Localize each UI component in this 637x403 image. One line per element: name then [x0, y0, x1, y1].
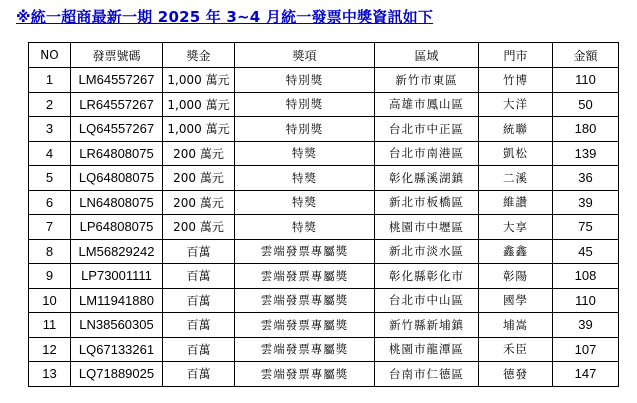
- cell-invoice-number: LM11941880: [71, 288, 163, 313]
- cell-invoice-number: LR64808075: [71, 141, 163, 166]
- table-row: [29, 166, 619, 191]
- cell-store: 維讚: [479, 190, 553, 215]
- header-area: 區域: [375, 43, 479, 68]
- cell-invoice-number: LR64557267: [71, 92, 163, 117]
- cell-prize-type: 雲端發票專屬獎: [235, 264, 375, 289]
- cell-area: 新竹縣新埔鎮: [375, 313, 479, 338]
- cell-amount: 39: [553, 313, 619, 338]
- cell-area: 台北市南港區: [375, 141, 479, 166]
- cell-store: 禾臣: [479, 337, 553, 362]
- cell-store: 彰陽: [479, 264, 553, 289]
- cell-amount: 110: [553, 288, 619, 313]
- cell-amount: 36: [553, 166, 619, 191]
- cell-area: 新竹市東區: [375, 68, 479, 93]
- cell-prize-type: 特獎: [235, 141, 375, 166]
- cell-prize-money: 200 萬元: [163, 141, 235, 166]
- table-body: [29, 68, 619, 387]
- cell-prize-type: 雲端發票專屬獎: [235, 362, 375, 387]
- cell-amount: 45: [553, 239, 619, 264]
- cell-area: 桃園市中壢區: [375, 215, 479, 240]
- cell-amount: 108: [553, 264, 619, 289]
- cell-invoice-number: LN64808075: [71, 190, 163, 215]
- cell-no: 10: [29, 288, 71, 313]
- cell-prize-money: 200 萬元: [163, 190, 235, 215]
- cell-prize-money: 1,000 萬元: [163, 117, 235, 142]
- cell-invoice-number: LM64557267: [71, 68, 163, 93]
- cell-no: 7: [29, 215, 71, 240]
- header-no: NO: [29, 43, 71, 68]
- table-row: [29, 92, 619, 117]
- cell-no: 11: [29, 313, 71, 338]
- cell-prize-type: 特別獎: [235, 68, 375, 93]
- cell-prize-type: 雲端發票專屬獎: [235, 239, 375, 264]
- cell-store: 大洋: [479, 92, 553, 117]
- cell-prize-money: 百萬: [163, 362, 235, 387]
- table-row: [29, 190, 619, 215]
- cell-invoice-number: LP73001111: [71, 264, 163, 289]
- header-invoice-number: 發票號碼: [71, 43, 163, 68]
- cell-prize-type: 特別獎: [235, 117, 375, 142]
- header-amount: 金額: [553, 43, 619, 68]
- cell-no: 2: [29, 92, 71, 117]
- cell-no: 5: [29, 166, 71, 191]
- cell-store: 國學: [479, 288, 553, 313]
- cell-invoice-number: LQ71889025: [71, 362, 163, 387]
- header-prize-type: 獎項: [235, 43, 375, 68]
- cell-prize-money: 1,000 萬元: [163, 92, 235, 117]
- cell-amount: 75: [553, 215, 619, 240]
- cell-store: 凱松: [479, 141, 553, 166]
- cell-prize-money: 200 萬元: [163, 166, 235, 191]
- cell-area: 彰化縣溪湖鎮: [375, 166, 479, 191]
- cell-prize-money: 百萬: [163, 239, 235, 264]
- cell-no: 9: [29, 264, 71, 289]
- cell-area: 新北市淡水區: [375, 239, 479, 264]
- cell-prize-money: 百萬: [163, 337, 235, 362]
- cell-prize-money: 百萬: [163, 264, 235, 289]
- cell-store: 埔嵩: [479, 313, 553, 338]
- header-prize-money: 獎金: [163, 43, 235, 68]
- cell-prize-money: 百萬: [163, 288, 235, 313]
- cell-store: 德發: [479, 362, 553, 387]
- cell-area: 桃園市龍潭區: [375, 337, 479, 362]
- table-row: [29, 313, 619, 338]
- cell-invoice-number: LM56829242: [71, 239, 163, 264]
- cell-prize-type: 雲端發票專屬獎: [235, 288, 375, 313]
- cell-store: 鑫鑫: [479, 239, 553, 264]
- cell-no: 6: [29, 190, 71, 215]
- cell-amount: 50: [553, 92, 619, 117]
- cell-amount: 110: [553, 68, 619, 93]
- cell-area: 新北市板橋區: [375, 190, 479, 215]
- cell-no: 1: [29, 68, 71, 93]
- table-row: [29, 362, 619, 387]
- cell-amount: 180: [553, 117, 619, 142]
- cell-invoice-number: LQ67133261: [71, 337, 163, 362]
- cell-prize-money: 200 萬元: [163, 215, 235, 240]
- cell-prize-money: 百萬: [163, 313, 235, 338]
- cell-no: 4: [29, 141, 71, 166]
- header-store: 門市: [479, 43, 553, 68]
- cell-invoice-number: LQ64557267: [71, 117, 163, 142]
- table-row: [29, 264, 619, 289]
- cell-no: 3: [29, 117, 71, 142]
- cell-prize-type: 雲端發票專屬獎: [235, 313, 375, 338]
- table-row: [29, 288, 619, 313]
- cell-store: 大享: [479, 215, 553, 240]
- cell-amount: 147: [553, 362, 619, 387]
- cell-prize-type: 雲端發票專屬獎: [235, 337, 375, 362]
- table-row: [29, 68, 619, 93]
- table-row: [29, 337, 619, 362]
- cell-prize-type: 特別獎: [235, 92, 375, 117]
- page-title: ※統一超商最新一期 2025 年 3~4 月統一發票中獎資訊如下: [16, 8, 434, 26]
- winning-invoice-table: [28, 42, 619, 387]
- cell-prize-type: 特獎: [235, 190, 375, 215]
- cell-store: 統聯: [479, 117, 553, 142]
- table-header-row: [29, 43, 619, 68]
- cell-prize-type: 特獎: [235, 215, 375, 240]
- cell-no: 13: [29, 362, 71, 387]
- cell-area: 台南市仁德區: [375, 362, 479, 387]
- cell-amount: 107: [553, 337, 619, 362]
- cell-area: 台北市中山區: [375, 288, 479, 313]
- cell-prize-money: 1,000 萬元: [163, 68, 235, 93]
- cell-invoice-number: LN38560305: [71, 313, 163, 338]
- table-row: [29, 239, 619, 264]
- cell-amount: 39: [553, 190, 619, 215]
- table-row: [29, 117, 619, 142]
- table-row: [29, 215, 619, 240]
- cell-store: 二溪: [479, 166, 553, 191]
- cell-invoice-number: LQ64808075: [71, 166, 163, 191]
- cell-prize-type: 特獎: [235, 166, 375, 191]
- cell-store: 竹博: [479, 68, 553, 93]
- table-row: [29, 141, 619, 166]
- cell-area: 台北市中正區: [375, 117, 479, 142]
- cell-area: 彰化縣彰化市: [375, 264, 479, 289]
- cell-area: 高雄市鳳山區: [375, 92, 479, 117]
- cell-no: 12: [29, 337, 71, 362]
- cell-no: 8: [29, 239, 71, 264]
- cell-invoice-number: LP64808075: [71, 215, 163, 240]
- cell-amount: 139: [553, 141, 619, 166]
